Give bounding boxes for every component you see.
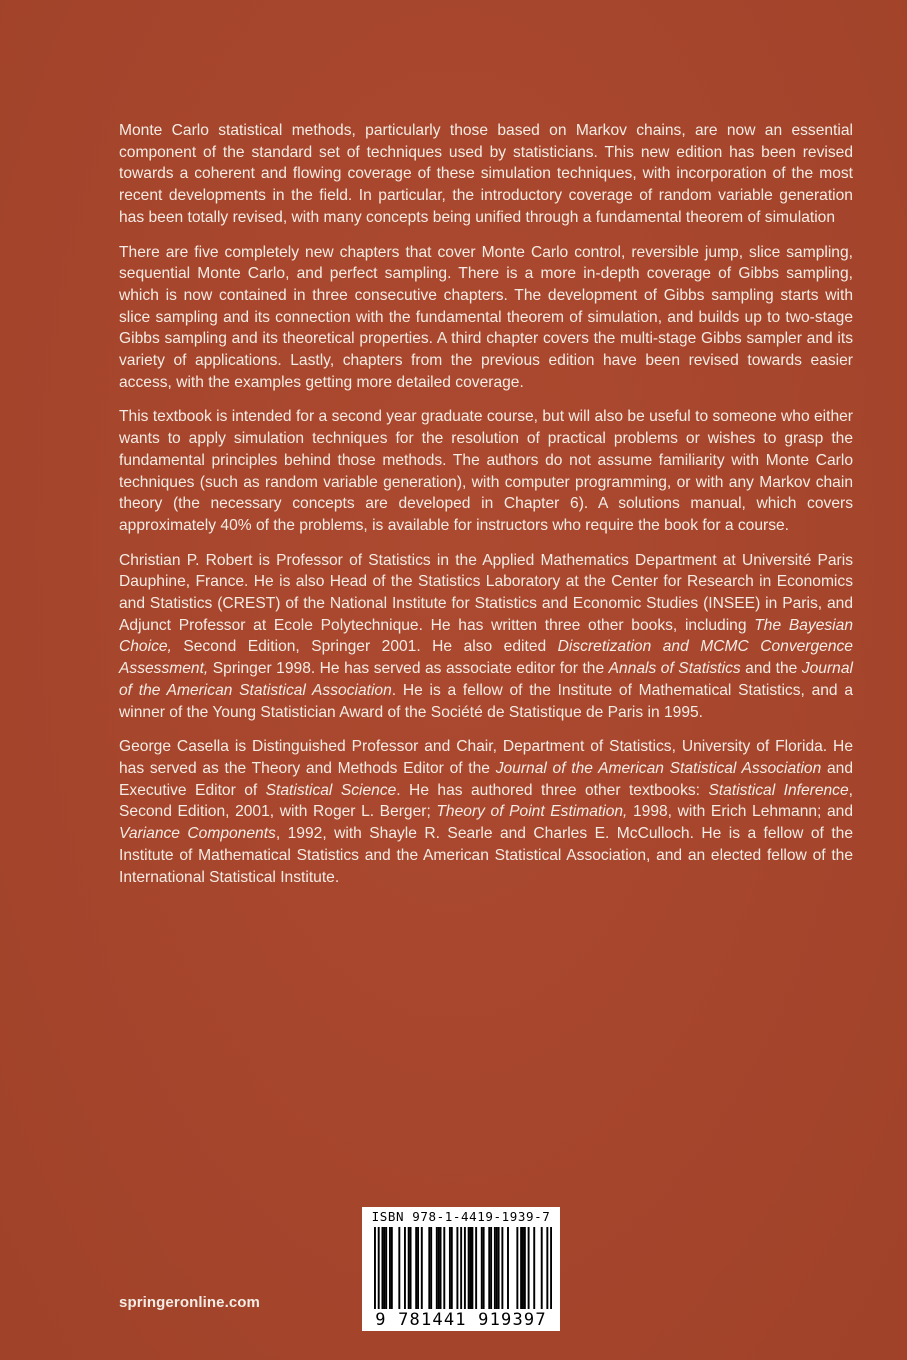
barcode-bar (451, 1227, 453, 1309)
description-paragraph-3: This textbook is intended for a second year graduate course, but will also be useful to someone who either wants to apply simulation techniques for the resolution of practical problems or wishes to grasp the fundamental principles behind those methods. The authors do not assume familiarity with Monte Carlo techniques (such as random variable generation), with computer programming, or with any Markov chain theory (the necessary concepts are developed in Chapter 6). A solutions manual, which covers approximately 40% of the problems, is available for instructors who require the book for a course. (119, 408, 853, 534)
book-title: Variance Components (119, 825, 276, 843)
barcode-bar (520, 1227, 522, 1309)
barcode-bar (507, 1227, 509, 1309)
barcode-bar (468, 1227, 470, 1309)
journal-title: Annals of Statistics (608, 660, 741, 678)
bio-text: 1998, with Erich Lehmann; and (627, 803, 853, 821)
description-paragraph-1: Monte Carlo statistical methods, particularly those based on Markov chains, are now an essential component of the standard set of techniques used by statisticians. This new edition has been revised towards a coherent and flowing coverage of these simulation techniques, with incorporation of the most recent developments in the field. In particular, the introductory coverage of random variable generation has been totally revised, with many concepts being unified through a fundamental theorem of simulation (119, 122, 853, 226)
book-title: Discretization and MCMC Convergence Assessment, (119, 638, 853, 678)
barcode-bar (501, 1227, 503, 1309)
barcode-bar (550, 1227, 552, 1309)
journal-title: Journal of the American Statistical Association (119, 660, 853, 699)
bio-text: , 1992, with Shayle R. Searle and Charles E. McCulloch. He is a fellow of the Institute of Mathematical Statistics and the American Statistical Association, and an elected fellow of the International Statistical Institute. (119, 825, 854, 886)
barcode-bar (522, 1227, 524, 1309)
journal-title: Statistical Science (265, 781, 397, 799)
book-title: Statistical Inference (708, 781, 849, 799)
book-title: Theory of Point Estimation, (436, 803, 628, 821)
barcode-bar (383, 1227, 385, 1309)
barcode-bar (421, 1227, 423, 1309)
barcode-bar (398, 1227, 400, 1309)
barcode-bar (378, 1227, 380, 1309)
bio-text: . He has authored three other textbooks: (396, 781, 709, 799)
barcode-bar (464, 1227, 466, 1309)
barcode-bar (428, 1227, 430, 1309)
author-bio-robert (119, 550, 853, 724)
barcode-bar (456, 1227, 458, 1309)
barcode-bar (494, 1227, 496, 1309)
barcode-bar (481, 1227, 483, 1309)
journal-title: Journal of the American Statistical Association (495, 759, 822, 777)
bio-text: . He is a fellow of the Institute of Mathematical Statistics, and a winner of the Young Statistician Award of the Société de Statistique de Paris in 1995. (119, 681, 853, 721)
barcode-bar (460, 1227, 462, 1309)
barcode-bar (541, 1227, 543, 1309)
barcode-bar (385, 1227, 387, 1309)
back-cover-blurb (119, 120, 853, 901)
barcode-bar (488, 1227, 490, 1309)
barcode-bar (389, 1227, 391, 1309)
barcode-bar (440, 1227, 442, 1309)
publisher-website: springeronline.com (119, 1294, 260, 1311)
barcode-bar (381, 1227, 383, 1309)
barcode-bar (449, 1227, 451, 1309)
barcode-bar (490, 1227, 492, 1309)
barcode-bar (470, 1227, 472, 1309)
barcode-bar (475, 1227, 477, 1309)
barcode-bar (516, 1227, 518, 1309)
barcode-bar (410, 1227, 412, 1309)
description-paragraph-2: There are five completely new chapters that cover Monte Carlo control, reversible jump, slice sampling, sequential Monte Carlo, and perfect sampling. There is a more in-depth coverage of Gibbs sampling, which is now contained in three consecutive chapters. The development of Gibbs sampling starts with slice sampling and its connection with the fundamental theorem of simulation, and builds up to two-stage Gibbs sampling and its theoretical properties. A third chapter covers the multi-stage Gibbs sampler and its variety of applications. Lastly, chapters from the previous edition have been revised towards easier access, with the examples getting more detailed coverage. (119, 243, 853, 391)
barcode-bar (408, 1227, 410, 1309)
author-bio-casella (119, 736, 853, 888)
barcode-bar (391, 1227, 393, 1309)
barcode-bar (438, 1227, 440, 1309)
barcode-bar (417, 1227, 419, 1309)
barcode-bar (415, 1227, 417, 1309)
barcode-bar (404, 1227, 406, 1309)
isbn-label: ISBN 978-1-4419-1939-7 (371, 1209, 551, 1224)
barcode-bar (471, 1227, 473, 1309)
barcode-bar (546, 1227, 548, 1309)
barcode-bar (436, 1227, 438, 1309)
barcode-bar (443, 1227, 445, 1309)
barcode-bar (430, 1227, 432, 1309)
barcode-bar (524, 1227, 526, 1309)
barcode-bar (483, 1227, 485, 1309)
barcode-bar (533, 1227, 535, 1309)
barcode-bar (496, 1227, 498, 1309)
bio-text: and the (740, 660, 802, 678)
barcode-digits: 9 781441 919397 (375, 1310, 547, 1330)
barcode-bar (528, 1227, 530, 1309)
bio-text: and Executive Editor of (119, 759, 853, 799)
bio-text: Springer 1998. He has served as associate editor for the (208, 660, 609, 678)
barcode-bar (498, 1227, 500, 1309)
barcode-bars (374, 1227, 552, 1309)
bio-text: George Casella is Distinguished Professor and Chair, Department of Statistics, University of Florida. He has served as the Theory and Methods Editor of the (119, 738, 853, 777)
bio-text: Second Edition, Springer 2001. He also edited (171, 638, 558, 656)
bio-text: , Second Edition, 2001, with Roger L. Berger; (119, 781, 853, 821)
isbn-barcode (362, 1207, 560, 1331)
book-title: The Bayesian Choice, (119, 616, 853, 656)
barcode-bar (374, 1227, 376, 1309)
bio-text: Christian P. Robert is Professor of Statistics in the Applied Mathematics Department at Université Paris Dauphine, France. He is also Head of the Statistics Laboratory at the Center for Research in Economics and Statistics (CREST) of the National Institute for Statistics and Economic Studies (INSEE) in Paris, and Adjunct Professor at Ecole Polytechnique. He has written three other books, including (119, 551, 853, 634)
